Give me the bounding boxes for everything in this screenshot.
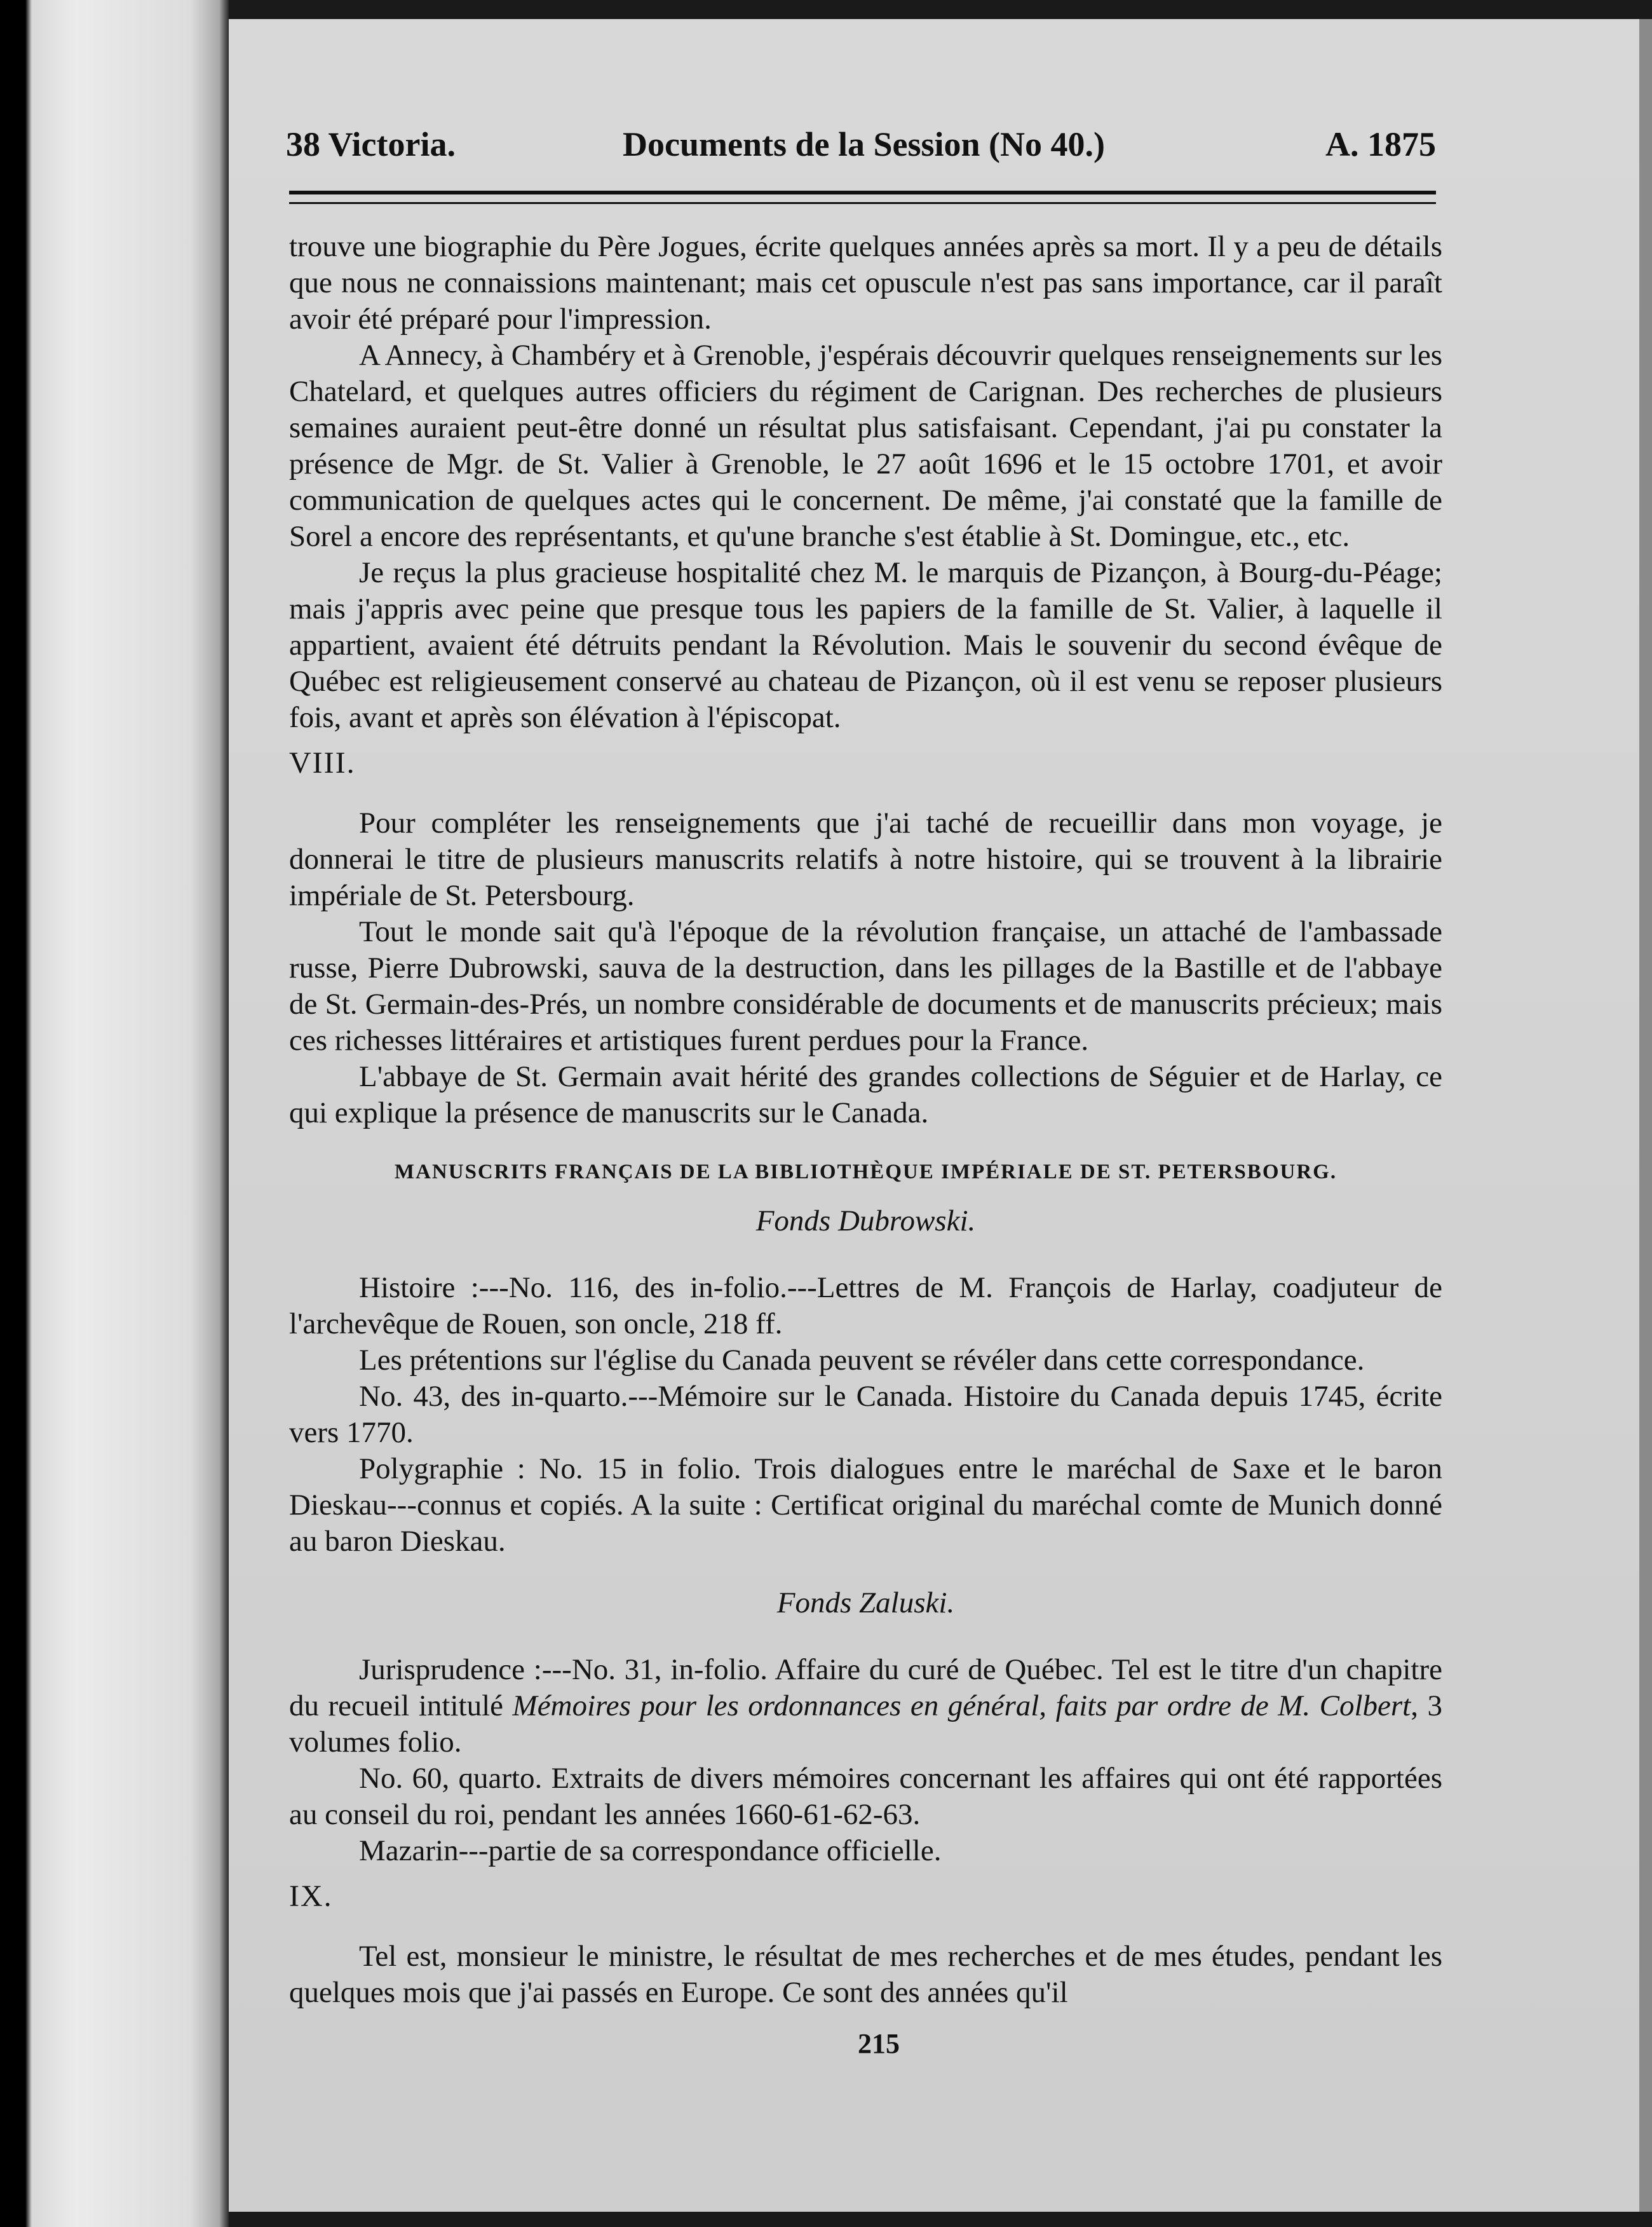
header-title: Documents de la Session (No 40.) [623,125,1106,163]
section-heading-ix: IX. [289,1879,333,1913]
paragraph: No. 43, des in-quarto.---Mémoire sur le Canada. Histoire du Canada depuis 1745, écrite vers 1770. [289,1380,1442,1449]
paragraph: Je reçus la plus gracieuse hospitalité chez M. le marquis de Pizançon, à Bourg-du-Péage; mais j'appris avec peine que presque tous les papiers de la famille de St. Valier, à laquelle il appartient, avaient été détruits pendant la Révolution. Mais le souvenir du second évêque de Québec est religieusement conservé au chateau de Pizançon, où il est venu se reposer plusieurs fois, avant et après son élévation à l'épiscopat. [289,556,1442,734]
spacer [289,1638,1442,1652]
paragraph: L'abbaye de St. Germain avait hérité des grandes collections de Séguier et de Harlay, ce qui explique la présence de manuscrits sur le Canada. [289,1060,1442,1129]
paragraph: Les prétentions sur l'église du Canada peuvent se révéler dans cette correspondance. [359,1344,1365,1377]
paragraph: Polygraphie : No. 15 in folio. Trois dialogues entre le maréchal de Saxe et le baron Dieskau---connus et copiés. A la suite : Certificat original du maréchal comte de Munich donné au baron Dieskau. [289,1452,1442,1558]
header-rule-thick [289,191,1436,194]
paragraph [289,1652,1442,1760]
paragraph: Mazarin---partie de sa correspondance officielle. [359,1834,942,1867]
paragraph: trouve une biographie du Père Jogues, écrite quelques années après sa mort. Il y a peu de détails que nous ne connaissions maintenant; mais cet opuscule n'est pas sans importance, car il paraît avoir été préparé pour l'impression. [289,230,1442,336]
paragraph-text: , 3 volumes folio. [289,1689,1442,1759]
header-page-mark: A. 1875 [1325,125,1436,163]
fonds-dubrowski-heading: Fonds Dubrowski. [755,1204,976,1237]
paragraph: Tel est, monsieur le ministre, le résultat de mes recherches et de mes études, pendant les quelques mois que j'ai passés en Europe. Ce sont des années qu'il [289,1940,1442,2009]
header-session-year: 38 Victoria. [286,125,456,163]
page-body [289,229,1442,2066]
fonds-zaluski-heading: Fonds Zaluski. [776,1586,955,1619]
paragraph: No. 60, quarto. Extraits de divers mémoires concernant les affaires qui ont été rapportées au conseil du roi, pendant les années 1660-61-62-63. [289,1762,1442,1831]
header-rule-thin [289,202,1436,204]
book-title-italic: Mémoires pour les ordonnances en général, faits par ordre de M. Colbert [512,1689,1411,1722]
spacer [289,1256,1442,1270]
paragraph: Histoire :---No. 116, des in-folio.---Lettres de M. François de Harlay, coadjuteur de l'archevêque de Rouen, son oncle, 218 ff. [289,1271,1442,1340]
paragraph: A Annecy, à Chambéry et à Grenoble, j'espérais découvrir quelques renseignements sur les Chatelard, et quelques autres officiers du régiment de Carignan. Des recherches de plusieurs semaines auraient peut-être donné un résultat plus satisfaisant. Cependant, j'ai pu constater la présence de Mgr. de St. Valier à Grenoble, le 27 août 1696 et le 15 octobre 1701, et avoir communication de quelques actes qui le concernent. De même, j'ai constaté que la famille de Sorel a encore des représentants, et qu'une branche s'est établie à St. Domingue, etc., etc. [289,339,1442,553]
running-header [286,114,1436,172]
section-heading-viii: VIII. [289,746,356,780]
manuscripts-heading: MANUSCRITS FRANÇAIS DE LA BIBLIOTHÈQUE IMPÉRIALE DE ST. PETERSBOURG. [394,1161,1337,1183]
spacer [289,1560,1442,1585]
paragraph-text: Jurisprudence :---No. 31, in-folio. Affaire du curé de Québec. Tel est le titre d'un chapitre du recueil intitulé [289,1653,1442,1722]
page-number: 215 [858,2028,900,2059]
paragraph: Tout le monde sait qu'à l'époque de la révolution française, un attaché de l'ambassade russe, Pierre Dubrowski, sauva de la destruction, dans les pillages de la Bastille et de l'abbaye de St. Germain-des-Prés, un nombre considérable de documents et de manuscrits précieux; mais ces richesses littéraires et artistiques furent perdues pour la France. [289,915,1442,1057]
paragraph: Pour compléter les renseignements que j'ai taché de recueillir dans mon voyage, je donnerai le titre de plusieurs manuscrits relatifs à notre histoire, qui se trouvent à la librairie impériale de St. Petersbourg. [289,807,1442,912]
book-binding-edge [0,0,229,2227]
